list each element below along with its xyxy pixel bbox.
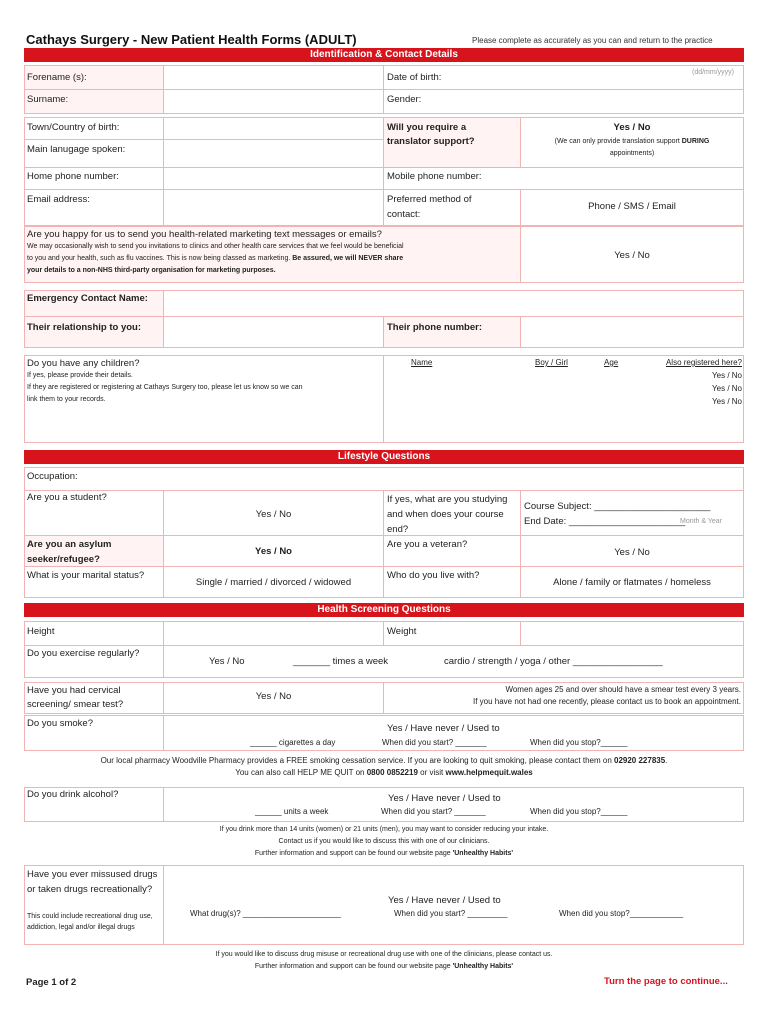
their-phone-label: Their phone number:	[387, 322, 482, 333]
height-label: Height	[27, 626, 55, 637]
times-week[interactable]: _______ times a week	[293, 656, 389, 667]
children-text-2: If they are registered or registering at Cathays Surgery too, please let us know so we can	[27, 384, 303, 391]
translator-note-2: appointments)	[609, 150, 655, 157]
marital-options[interactable]: Single / married / divorced / widowed	[195, 577, 352, 588]
section-health: Health Screening Questions	[24, 603, 744, 617]
live-with-options[interactable]: Alone / family or flatmates / homeless	[553, 577, 711, 588]
children-text-3: link them to your records.	[27, 396, 106, 403]
marketing-text-1: We may occasionally wish to send you invitations to clinics and other health care services that we feel would be beneficial	[27, 243, 404, 250]
exercise-label: Do you exercise regularly?	[27, 648, 140, 659]
translator-yesno[interactable]: Yes / No	[613, 122, 651, 133]
drugs-stop[interactable]: When did you stop?____________	[559, 909, 684, 918]
alcohol-note-3: Further information and support can be found our website page	[254, 850, 453, 857]
form-subtitle: Please complete as accurately as you can and return to the practice	[472, 36, 713, 45]
translator-question: Will you require a translator support?	[387, 122, 475, 147]
helpmequit-link[interactable]: www.helpmequit.wales	[445, 768, 533, 777]
marketing-question: Are you happy for us to send you health-related marketing text messages or emails?	[27, 229, 382, 240]
alcohol-start[interactable]: When did you start? _______	[381, 807, 486, 816]
asylum-yesno[interactable]: Yes / No	[255, 546, 292, 557]
mobile-label: Mobile phone number:	[387, 171, 482, 182]
relationship-label: Their relationship to you:	[27, 322, 142, 333]
registered-row[interactable]: Yes / No	[712, 384, 742, 393]
alcohol-note-1: If you drink more than 14 units (women) or 21 units (men), you may want to consider reducing your intake.	[219, 826, 549, 833]
home-phone-label: Home phone number:	[27, 171, 119, 182]
veteran-label: Are you a veteran?	[387, 539, 468, 550]
unhealthy-habits-link[interactable]: 'Unhealthy Habits'	[452, 850, 514, 857]
children-text-1: If yes, please provide their details.	[27, 372, 133, 379]
surname-label: Surname:	[27, 94, 69, 105]
student-label: Are you a student?	[27, 492, 107, 503]
registered-row[interactable]: Yes / No	[712, 397, 742, 406]
units-week[interactable]: ______ units a week	[255, 807, 329, 816]
drugs-label: Have you ever missused drugs or taken drugs recreationally?	[27, 869, 158, 895]
course-field[interactable]	[520, 490, 744, 536]
drugs-yesno[interactable]: Yes / Have never / Used to	[388, 895, 501, 906]
preferred-options[interactable]: Phone / SMS / Email	[588, 201, 676, 212]
drugs-note-1: If you would like to discuss drug misuse or recreational drug use with one of the clinicians, please contact us.	[215, 951, 553, 958]
cervical-label: Have you had cervical screening/ smear test?	[27, 685, 124, 710]
marketing-text-3: your details to a non-NHS third-party organisation for marketing purposes.	[27, 267, 276, 274]
gender-field[interactable]	[383, 89, 744, 114]
drugs-note-2: Further information and support can be found our website page	[254, 963, 453, 970]
surname-field[interactable]	[163, 89, 384, 114]
forename-field[interactable]	[163, 65, 384, 90]
pharmacy-phone: 02920 227835	[614, 756, 666, 765]
marketing-yesno[interactable]: Yes / No	[614, 250, 650, 261]
registered-row[interactable]: Yes / No	[712, 371, 742, 380]
study-label: If yes, what are you studying and when does your course end?	[387, 494, 508, 535]
unhealthy-habits-link-2[interactable]: 'Unhealthy Habits'	[452, 963, 514, 970]
helpline-or: or visit	[417, 768, 446, 777]
cervical-yesno[interactable]: Yes / No	[255, 691, 292, 702]
translator-note-bold: DURING	[681, 138, 710, 145]
cervical-note-2: If you have not had one recently, please contact us to book an appointment.	[472, 697, 741, 706]
dob-label: Date of birth:	[387, 72, 442, 83]
occupation-field[interactable]	[24, 467, 744, 491]
drugs-note: This could include recreational drug use, addiction, legal and/or illegal drugs	[27, 913, 153, 931]
drugs-start[interactable]: When did you start? _________	[394, 909, 508, 918]
col-age: Age	[604, 358, 619, 367]
cervical-note-1: Women ages 25 and over should have a smear test every 3 years.	[505, 685, 741, 694]
continue-note: Turn the page to continue...	[604, 976, 728, 987]
email-label: Email address:	[27, 194, 90, 205]
alcohol-label: Do you drink alcohol?	[27, 789, 119, 800]
weight-field[interactable]	[383, 621, 744, 646]
translator-note: (We can only provide translation support	[554, 138, 682, 145]
height-field[interactable]	[24, 621, 384, 646]
helpline-number: 0800 0852219	[366, 768, 418, 777]
preferred-label: Preferred method of contact:	[387, 194, 472, 220]
exercise-yesno[interactable]: Yes / No	[209, 656, 245, 667]
end-date[interactable]: End Date: ______________________	[524, 516, 686, 527]
smoke-yesno[interactable]: Yes / Have never / Used to	[387, 723, 500, 734]
marketing-text-bold: Be assured, we will NEVER share	[292, 255, 404, 262]
pharmacy-text: Our local pharmacy Woodville Pharmacy provides a FREE smoking cessation service. If you are looking to quit smoking, please contact them on	[100, 756, 614, 765]
col-boy-girl: Boy / Girl	[535, 358, 568, 367]
weight-label: Weight	[387, 626, 417, 637]
occupation-label: Occupation:	[27, 471, 78, 482]
student-yesno[interactable]: Yes / No	[255, 509, 292, 520]
course-subject[interactable]: Course Subject: ______________________	[524, 501, 711, 512]
section-lifestyle: Lifestyle Questions	[24, 450, 744, 464]
col-registered: Also registered here?	[665, 358, 742, 367]
their-phone-field[interactable]	[520, 316, 744, 348]
forename-label: Forename (s):	[27, 72, 87, 83]
page-number: Page 1 of 2	[26, 977, 77, 988]
emergency-label: Emergency Contact Name:	[27, 293, 148, 304]
emergency-field[interactable]	[163, 290, 744, 317]
helpline-text: You can also call HELP ME QUIT on	[235, 768, 367, 777]
smoke-stop[interactable]: When did you stop?______	[530, 738, 628, 747]
smoke-label: Do you smoke?	[27, 718, 94, 729]
live-with-label: Who do you live with?	[387, 570, 480, 581]
marketing-text-2: to you and your health, such as flu vaccines. This is now being classed as marketing.	[27, 255, 293, 262]
dob-hint: (dd/mm/yyyy)	[692, 69, 734, 76]
asylum-label: Are you an asylum seeker/refugee?	[27, 539, 112, 565]
cigarettes-per-day[interactable]: ______ cigarettes a day	[250, 738, 336, 747]
town-label: Town/Country of birth:	[27, 122, 120, 133]
what-drugs[interactable]: What drug(s)? ______________________	[190, 909, 341, 918]
form-title: Cathays Surgery - New Patient Health Forms (ADULT)	[26, 32, 357, 47]
alcohol-yesno[interactable]: Yes / Have never / Used to	[388, 793, 501, 804]
gender-label: Gender:	[387, 94, 422, 105]
children-question: Do you have any children?	[27, 358, 140, 369]
language-label: Main lanugage spoken:	[27, 144, 126, 155]
alcohol-note-2: Contact us if you would like to discuss this with one of our clinicians.	[278, 838, 490, 845]
veteran-yesno[interactable]: Yes / No	[614, 547, 650, 558]
section-identification: Identification & Contact Details	[24, 48, 744, 62]
month-year-hint: Month & Year	[680, 518, 723, 525]
col-name: Name	[411, 358, 433, 367]
alcohol-stop[interactable]: When did you stop?______	[530, 807, 628, 816]
marital-label: What is your marital status?	[27, 570, 145, 581]
smoke-start[interactable]: When did you start? _______	[382, 738, 487, 747]
relationship-field[interactable]	[163, 316, 384, 348]
activity-options[interactable]: cardio / strength / yoga / other _________________	[444, 656, 663, 667]
